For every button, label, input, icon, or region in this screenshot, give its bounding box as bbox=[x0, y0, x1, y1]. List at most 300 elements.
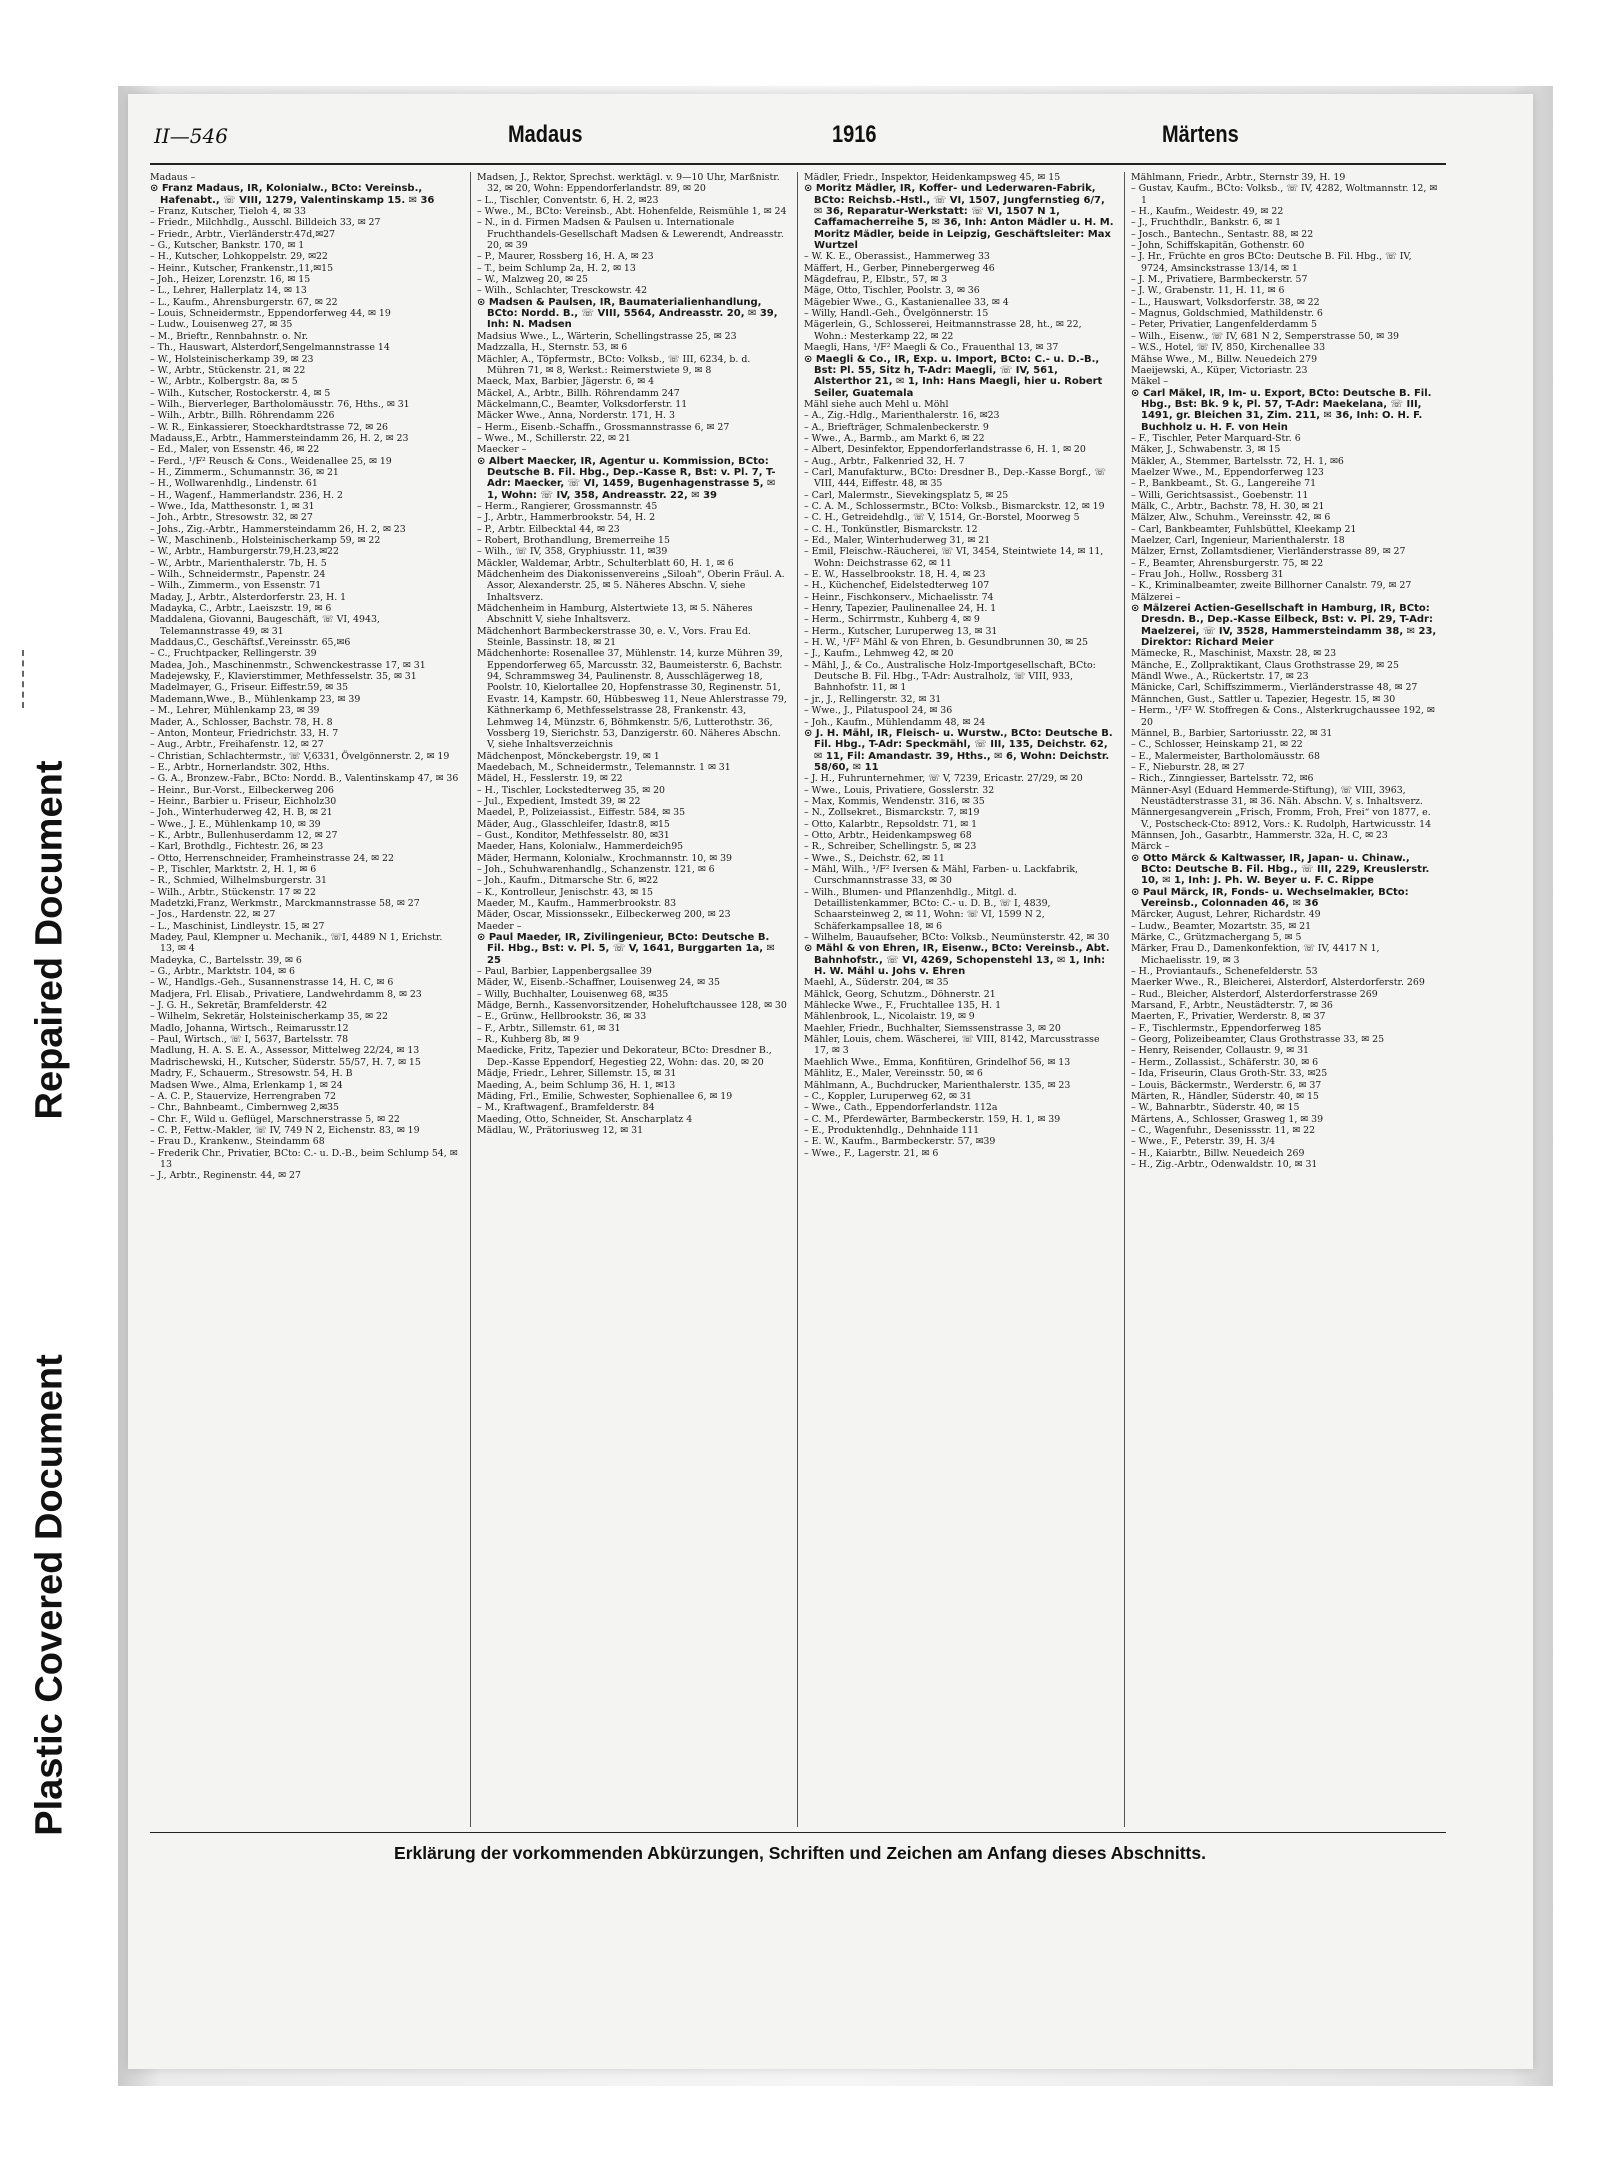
directory-entry: Madeyka, C., Bartelsstr. 39, ✉ 6 bbox=[150, 954, 302, 966]
directory-entry: – H., Tischler, Lockstedterweg 35, ✉ 20 bbox=[477, 784, 666, 796]
directory-column-3 bbox=[804, 172, 1114, 1827]
directory-entry: – T., beim Schlump 2a, H. 2, ✉ 13 bbox=[477, 262, 636, 274]
directory-entry: – Franz, Kutscher, Tieloh 4, ✉ 33 bbox=[150, 206, 306, 218]
directory-entry: – L., Maschinist, Lindleystr. 15, ✉ 27 bbox=[150, 920, 325, 932]
directory-entry: – Ida, Friseurin, Claus Groth-Str. 33, ✉25 bbox=[1131, 1068, 1328, 1080]
directory-entry: – Friedr., Milchhdlg., Ausschl. Billdeich 33, ✉ 27 bbox=[150, 217, 381, 229]
directory-entry: – L., Hauswart, Volksdorferstr. 38, ✉ 22 bbox=[1131, 296, 1320, 308]
directory-entry: Maerker Wwe., R., Bleicherei, Alsterdorf, Alsterdorferstr. 269 bbox=[1131, 977, 1425, 989]
directory-entry: Männsen, Joh., Gasarbtr., Hammerstr. 32a, H. C, ✉ 23 bbox=[1131, 829, 1388, 841]
directory-entry: Männel, B., Barbier, Sartoriusstr. 22, ✉ 31 bbox=[1131, 727, 1333, 739]
directory-entry: Maeder, M., Kaufm., Hammerbrookstr. 83 bbox=[477, 898, 677, 909]
directory-entry: – W., Malzweg 20, ✉ 25 bbox=[477, 274, 588, 286]
directory-entry: Mäker, J., Schwabenstr. 3, ✉ 15 bbox=[1131, 444, 1281, 456]
directory-entry: Mählmann, A., Buchdrucker, Marienthalerstr. 135, ✉ 23 bbox=[804, 1079, 1071, 1091]
directory-entry: Märten, R., Händler, Süderstr. 40, ✉ 15 bbox=[1131, 1090, 1319, 1102]
directory-entry: ⊙ Mähl & von Ehren, IR, Eisenw., BCto: Vereinsb., Abt. Bahnhofstr., ☏ VI, 4269, Schopenstehl 13, ✉ 1, Inh: H. W. Mähl u. Johs v. Ehren bbox=[804, 943, 1110, 978]
directory-entry: ⊙ Maegli & Co., IR, Exp. u. Import, BCto: C.- u. D.-B., Bst: Pl. 55, Sitz h, T-Adr: Maegli, ☏ IV, 561, Alsterthor 21, ✉ 1, Inh: Hans Maegli, hier u. Robert Seiler, Guatemala bbox=[804, 353, 1103, 399]
directory-entry: Madzzalla, H., Sternstr. 53, ✉ 6 bbox=[477, 342, 628, 354]
directory-entry: – L., Kaufm., Ahrensburgerstr. 67, ✉ 22 bbox=[150, 296, 338, 308]
directory-entry: Maerten, F., Privatier, Werderstr. 8, ✉ 37 bbox=[1131, 1011, 1326, 1023]
directory-entry: – Heinr., Bur.-Vorst., Eilbeckerweg 206 bbox=[150, 784, 335, 796]
directory-entry: – Frederik Chr., Privatier, BCto: C.- u. D.-B., beim Schlump 54, ✉ 13 bbox=[150, 1147, 458, 1170]
directory-entry: ⊙ Otto Märck & Kaltwasser, IR, Japan- u. Chinaw., BCto: Deutsche B. Fil. Hbg., ☏ III, 229, Kreuslerstr. 10, ✉ 1, Inh: J. Ph. W. Beyer u. F. C. Rippe bbox=[1131, 852, 1430, 887]
directory-entry: – John, Schiffskapitän, Gothenstr. 60 bbox=[1131, 240, 1305, 252]
directory-entry: – L., Lehrer, Hallerplatz 14, ✉ 13 bbox=[150, 285, 307, 297]
directory-entry: – Otto, Herrenschneider, Framheinstrasse 24, ✉ 22 bbox=[150, 852, 394, 864]
directory-entry: ⊙ Mälzerei Actien-Gesellschaft in Hamburg, IR, BCto: Dresdn. B., Dep.-Kasse Eilbeck, Bst: v. Pl. 29, T-Adr: Maelzerei, ☏ IV, 3528, Hammersteindamm 38, ✉ 23, Direktor: Richard Meier bbox=[1131, 603, 1437, 649]
directory-entry: – Wilh., Eisenw., ☏ IV, 681 N 2, Semperstrasse 50, ✉ 39 bbox=[1131, 330, 1400, 342]
directory-entry: – Henry, Reisender, Collaustr. 9, ✉ 31 bbox=[1131, 1045, 1310, 1057]
directory-entry: – Otto, Kalarbtr., Repsoldstr. 71, ✉ 1 bbox=[804, 818, 978, 830]
directory-entry: Mäding, Frl., Emilie, Schwester, Sophienallee 6, ✉ 19 bbox=[477, 1090, 733, 1102]
directory-entry: Männer-Asyl (Eduard Hemmerde-Stiftung), ☏ VIII, 3963, Neustädterstrasse 31, ✉ 36. Näh. Abschn. V, s. Inhaltsverz. bbox=[1131, 784, 1423, 807]
directory-entry: Mählenbrook, L., Nicolaistr. 19, ✉ 9 bbox=[804, 1011, 975, 1023]
directory-entry: – Wwe., M., Schillerstr. 22, ✉ 21 bbox=[477, 432, 631, 444]
directory-entry: – Jul., Expedient, Imstedt 39, ✉ 22 bbox=[477, 795, 641, 807]
directory-entry: – E., Arbtr., Hornerlandstr. 302, Hths. bbox=[150, 761, 330, 773]
directory-entry: – Louis, Schneidermstr., Eppendorferweg 44, ✉ 19 bbox=[150, 308, 391, 320]
directory-entry: Maedicke, Fritz, Tapezier und Dekorateur, BCto: Dresdner B., Dep.-Kasse Eppendorf, Hegestieg 22, Wohn: das. 20, ✉ 20 bbox=[477, 1045, 772, 1068]
directory-entry: – Mähl, J., & Co., Australische Holz-Importgesellschaft, BCto: Deutsche B. Fil. Hbg., T-Adr: Australholz, ☏ VIII, 933, Bahnhofstr. 11, ✉ 1 bbox=[804, 659, 1096, 694]
directory-columns bbox=[150, 172, 1450, 1827]
directory-entry: – Wwe., A., Barmb., am Markt 6, ✉ 22 bbox=[804, 432, 985, 444]
directory-entry: – Aug., Arbtr., Falkenried 32, H. 7 bbox=[804, 455, 965, 467]
directory-entry: – Wilh., Schneidermstr., Papenstr. 24 bbox=[150, 569, 326, 581]
directory-entry: Mächler, A., Töpfermstr., BCto: Volksb., ☏ III, 6234, b. d. Mühren 71, ✉ 8, Werkst.: Reimerstwiete 9, ✉ 8 bbox=[477, 353, 751, 376]
directory-entry: – Wwe., Cath., Eppendorferlandstr. 112a bbox=[804, 1102, 998, 1114]
header-left-name: Madaus bbox=[508, 121, 583, 149]
directory-entry: Maeck, Max, Barbier, Jägerstr. 6, ✉ 4 bbox=[477, 376, 655, 388]
directory-entry: Mädel, H., Fesslerstr. 19, ✉ 22 bbox=[477, 773, 623, 785]
directory-entry: – C., Fruchtpacker, Rellingerstr. 39 bbox=[150, 648, 317, 660]
directory-entry: – R., Schreiber, Schellingstr. 5, ✉ 23 bbox=[804, 841, 977, 853]
directory-entry: – Georg, Polizeibeamter, Claus Grothstrasse 33, ✉ 25 bbox=[1131, 1034, 1385, 1046]
directory-entry: – L., Tischler, Conventstr. 6, H. 2, ✉23 bbox=[477, 194, 659, 206]
directory-entry: Maday, J., Arbtr., Alsterdorferstr. 23, H. 1 bbox=[150, 591, 347, 603]
header-right-name: Märtens bbox=[1162, 121, 1239, 149]
directory-entry: Maehler, Friedr., Buchhalter, Siemssenstrasse 3, ✉ 20 bbox=[804, 1022, 1061, 1034]
directory-entry: Madey, Paul, Klempner u. Mechanik., ☏I, 4489 N 1, Erichstr. 13, ✉ 4 bbox=[150, 932, 443, 955]
directory-entry: – R., Schmied, Wilhelmsburgerstr. 31 bbox=[150, 875, 327, 887]
directory-entry: – Wilhelm, Bauaufseher, BCto: Volksb., Neumünsterstr. 42, ✉ 30 bbox=[804, 932, 1110, 944]
plastic-covered-document-label: Plastic Covered Document bbox=[28, 1354, 71, 1836]
directory-entry: – Wilh., Kutscher, Rostockerstr. 4, ✉ 5 bbox=[150, 387, 331, 399]
directory-entry: – E. W., Hasselbrookstr. 18, H. 4, ✉ 23 bbox=[804, 569, 986, 581]
directory-entry: – Max, Kommis, Wendenstr. 316, ✉ 35 bbox=[804, 795, 985, 807]
directory-entry: – Heinr., Kutscher, Frankenstr.,11,✉15 bbox=[150, 262, 334, 274]
directory-entry: – Wilh., Arbtr., Billh. Röhrendamm 226 bbox=[150, 410, 335, 422]
directory-entry: – N., Zollsekret., Bismarckstr. 7, ✉19 bbox=[804, 807, 980, 819]
directory-entry: Mäder, Oscar, Missionssekr., Eilbeckerweg 200, ✉ 23 bbox=[477, 909, 731, 921]
directory-entry: – F., Nieburstr. 28, ✉ 27 bbox=[1131, 761, 1245, 773]
directory-entry: – F., Beamter, Ahrensburgerstr. 75, ✉ 22 bbox=[1131, 557, 1324, 569]
directory-entry: Maeder – bbox=[477, 920, 522, 932]
directory-entry: – Wilh., Blumen- und Pflanzenhdlg., Mitgl. d. Detaillistenkammer, BCto: C.- u. D. B., ☏ I, 4839, Schaarsteinweg 2, ✉ 11, Wohn: ☏ VI, 1599 N 2, Schäferkampsallee 18, ✉ 6 bbox=[804, 886, 1051, 932]
directory-entry: – Karl, Brothdlg., Fichtestr. 26, ✉ 23 bbox=[150, 841, 324, 853]
directory-entry: Mägebier Wwe., G., Kastanienallee 33, ✉ 4 bbox=[804, 296, 1009, 308]
directory-entry: ⊙ Carl Mäkel, IR, Im- u. Export, BCto: Deutsche B. Fil. Hbg., Bst: Bk. 9 k, Pl. 57, T-Adr: Maekelana, ☏ III, 1491, gr. Bleichen 31, Zim. 211, ✉ 36, Inh: O. H. F. Buchholz u. H. F. von Hein bbox=[1131, 387, 1432, 433]
directory-entry: Madlung, H. A. S. E. A., Assessor, Mittelweg 22/24, ✉ 13 bbox=[150, 1045, 420, 1057]
directory-entry: Mäcker Wwe., Anna, Norderstr. 171, H. 3 bbox=[477, 410, 675, 422]
header-year: 1916 bbox=[832, 121, 877, 149]
directory-entry: Madsen Wwe., Alma, Erlenkamp 1, ✉ 24 bbox=[150, 1079, 343, 1091]
directory-entry: – M., Kraftwagenf., Bramfelderstr. 84 bbox=[477, 1102, 655, 1114]
directory-entry: – F., Tischler, Peter Marquard-Str. 6 bbox=[1131, 432, 1301, 444]
directory-entry: Mälzerei – bbox=[1131, 591, 1181, 603]
directory-entry: – Emil, Fleischw.-Räucherei, ☏ VI, 3454, Steintwiete 14, ✉ 11, Wohn: Deichstrasse 62, ✉ 11 bbox=[804, 546, 1104, 569]
directory-entry: – C., Koppler, Luruperweg 62, ✉ 31 bbox=[804, 1090, 972, 1102]
directory-entry: – Herm., Kutscher, Luruperweg 13, ✉ 31 bbox=[804, 625, 998, 637]
directory-entry: – Albert, Desinfektor, Eppendorferlandstrasse 6, H. 1, ✉ 20 bbox=[804, 444, 1086, 456]
directory-entry: – N., in d. Firmen Madsen & Paulsen u. Internationale Fruchthandels-Gesellschaft Madsen & Lewerendt, Andreasstr. 20, ✉ 39 bbox=[477, 217, 784, 252]
directory-entry: – Wilh., Arbtr., Stückenstr. 17 ✉ 22 bbox=[150, 886, 316, 898]
directory-entry: – H., Zimmerm., Schumannstr. 36, ✉ 21 bbox=[150, 466, 339, 478]
directory-entry: – C., Schlosser, Heinskamp 21, ✉ 22 bbox=[1131, 739, 1303, 751]
directory-entry: – W., Arbtr., Kolbergstr. 8a, ✉ 5 bbox=[150, 376, 298, 388]
directory-entry: – P., Tischler, Marktstr. 2, H. 1, ✉ 6 bbox=[150, 863, 317, 875]
directory-entry: – Joh., Winterhuderweg 42, H. B, ✉ 21 bbox=[150, 807, 333, 819]
directory-entry: Mänche, E., Zollpraktikant, Claus Grothstrasse 29, ✉ 25 bbox=[1131, 659, 1399, 671]
directory-entry: – Wilh., Schlachter, Tresckowstr. 42 bbox=[477, 285, 648, 297]
side-dash-mark bbox=[22, 650, 28, 708]
header-rule bbox=[150, 163, 1446, 165]
directory-entry: – Wilhelm, Sekretär, Holsteinischerkamp 35, ✉ 22 bbox=[150, 1011, 388, 1023]
directory-entry: Mädje, Friedr., Lehrer, Sillemstr. 15, ✉ 31 bbox=[477, 1068, 677, 1080]
directory-entry: – H., Kaufm., Weidestr. 49, ✉ 22 bbox=[1131, 206, 1284, 218]
directory-entry: Maeder, Hans, Kolonialw., Hammerdeich95 bbox=[477, 841, 684, 853]
directory-entry: – Heinr., Fischkonserv., Michaelisstr. 74 bbox=[804, 591, 994, 603]
directory-entry: – Wilh., ☏ IV, 358, Gryphiusstr. 11, ✉39 bbox=[477, 546, 668, 558]
directory-entry: Mählitz, E., Maler, Vereinsstr. 50, ✉ 6 bbox=[804, 1068, 983, 1080]
directory-entry: – Paul, Wirtsch., ☏ I, 5637, Bartelsstr. 78 bbox=[150, 1034, 349, 1046]
directory-entry: Madaus – bbox=[150, 172, 196, 183]
directory-entry: ⊙ Madsen & Paulsen, IR, Baumaterialienhandlung, BCto: Nordd. B., ☏ VIII, 5564, Andreasstr. 20, ✉ 39, Inh: N. Madsen bbox=[477, 296, 778, 331]
repaired-document-label: Repaired Document bbox=[28, 760, 71, 1120]
directory-entry: – M., Lehrer, Mühlenkamp 23, ✉ 39 bbox=[150, 705, 320, 717]
directory-entry: Mämecke, R., Maschinist, Maxstr. 28, ✉ 23 bbox=[1131, 648, 1337, 660]
directory-entry: – Herm., ¹/F² W. Stoffregen & Cons., Alsterkrugchaussee 192, ✉ 20 bbox=[1131, 705, 1435, 728]
directory-entry: Madea, Joh., Maschinenmstr., Schwenckestrasse 17, ✉ 31 bbox=[150, 659, 426, 671]
page-number: II—546 bbox=[154, 124, 228, 148]
directory-entry: – E., Produktenhdlg., Dehnhaide 111 bbox=[804, 1124, 980, 1136]
directory-entry: – F., Tischlermstr., Eppendorferweg 185 bbox=[1131, 1022, 1322, 1034]
directory-entry: – Carl, Manufakturw., BCto: Dresdner B., Dep.-Kasse Borgf., ☏ VIII, 444, Eiffestr. 48, ✉ 35 bbox=[804, 466, 1106, 490]
directory-entry: – Jos., Hardenstr. 22, ✉ 27 bbox=[150, 909, 276, 921]
directory-column-2 bbox=[477, 172, 787, 1827]
directory-entry: Madsen, J., Rektor, Sprechst. werktägl. v. 9—10 Uhr, Marßnistr. 32, ✉ 20, Wohn: Eppendorferlandstr. 89, ✉ 20 bbox=[477, 172, 780, 195]
directory-entry: Mälzer, Ernst, Zollamtsdiener, Vierländerstrasse 89, ✉ 27 bbox=[1131, 546, 1406, 558]
directory-entry: Maeding, Otto, Schneider, St. Anscharplatz 4 bbox=[477, 1113, 693, 1125]
directory-entry: – Wilh., Zimmerm., von Essenstr. 71 bbox=[150, 580, 322, 592]
directory-entry: Männchen, Gust., Sattler u. Tapezier, Hegestr. 15, ✉ 30 bbox=[1131, 693, 1396, 705]
directory-entry: Madjera, Frl. Elisab., Privatiere, Landwehrdamm 8, ✉ 23 bbox=[150, 988, 422, 1000]
directory-entry: Mademann,Wwe., B., Mühlenkamp 23, ✉ 39 bbox=[150, 693, 361, 705]
directory-entry: – M., Brieftr., Rennbahnstr. o. Nr. bbox=[150, 330, 309, 342]
directory-entry: Mäffert, H., Gerber, Pinnebergerweg 46 bbox=[804, 262, 995, 274]
directory-entry: Maecker – bbox=[477, 444, 527, 456]
directory-entry: Mändl Wwe., A., Rückertstr. 17, ✉ 23 bbox=[1131, 671, 1309, 683]
directory-entry: – Wwe., J. E., Mühlenkamp 10, ✉ 39 bbox=[150, 818, 321, 830]
directory-entry: Mädchenpost, Mönckebergstr. 19, ✉ 1 bbox=[477, 750, 660, 762]
directory-entry: – C. A. M., Schlossermstr., BCto: Volksb., Bismarckstr. 12, ✉ 19 bbox=[804, 500, 1105, 512]
directory-entry: Mälk, C., Arbtr., Bachstr. 78, H. 30, ✉ 21 bbox=[1131, 500, 1325, 512]
directory-entry: – Joh., Kaufm., Mühlendamm 48, ✉ 24 bbox=[804, 716, 986, 728]
directory-entry: – J. M., Privatiere, Barmbeckerstr. 57 bbox=[1131, 274, 1308, 286]
directory-entry: – Ed., Maler, Winterhuderweg 31, ✉ 21 bbox=[804, 535, 991, 546]
directory-entry: Madry, F., Schauerm., Stresowstr. 54, H. B bbox=[150, 1068, 353, 1080]
directory-entry: Mäkel – bbox=[1131, 376, 1169, 388]
directory-entry: Mäge, Otto, Tischler, Poolstr. 3, ✉ 36 bbox=[804, 285, 980, 297]
directory-entry: – K., Kriminalbeamter, zweite Billhorner Canalstr. 79, ✉ 27 bbox=[1131, 580, 1412, 592]
directory-entry: – J., Arbtr., Reginenstr. 44, ✉ 27 bbox=[150, 1170, 301, 1182]
directory-entry: Madejewsky, F., Klavierstimmer, Methfesselstr. 35, ✉ 31 bbox=[150, 671, 417, 683]
directory-entry: ⊙ J. H. Mähl, IR, Fleisch- u. Wurstw., BCto: Deutsche B. Fil. Hbg., T-Adr: Speckmähl, ☏ III, 135, Deichstr. 62, ✉ 11, Fil: Amandastr. 39, Hths., ✉ 6, Wohn: Deichstr. 58/60, ✉ 11 bbox=[804, 727, 1113, 773]
directory-entry: – A., Zig.-Hdlg., Marienthalerstr. 16, ✉23 bbox=[804, 410, 1000, 422]
footer-note: Erklärung der vorkommenden Abkürzungen, Schriften und Zeichen am Anfang dieses Abschnitts. bbox=[394, 1843, 1206, 1863]
directory-entry: – Wwe., Louis, Privatiere, Gosslerstr. 32 bbox=[804, 784, 995, 796]
directory-entry: Mägerlein, G., Schlosserei, Heitmannstrasse 28, ht., ✉ 22, Wohn.: Mesterkamp 22, ✉ 22 bbox=[804, 319, 1082, 342]
footer-rule bbox=[150, 1832, 1446, 1833]
directory-entry: – G. A., Bronzew.-Fabr., BCto: Nordd. B., Valentinskamp 47, ✉ 36 bbox=[150, 773, 459, 785]
directory-entry: – W., Maschinenb., Holsteinischerkamp 59, ✉ 22 bbox=[150, 535, 381, 546]
directory-entry: Mähler, Louis, chem. Wäscherei, ☏ VIII, 8142, Marcusstrasse 17, ✉ 3 bbox=[804, 1034, 1100, 1057]
directory-entry: Mählck, Georg, Schutzm., Döhnerstr. 21 bbox=[804, 988, 996, 1000]
directory-entry: – P., Maurer, Rossberg 16, H. A, ✉ 23 bbox=[477, 251, 654, 263]
directory-entry: Mänicke, Carl, Schiffszimmerm., Vierländerstrasse 48, ✉ 27 bbox=[1131, 682, 1418, 694]
directory-entry: Maelzer, Carl, Ingenieur, Marienthalerstr. 18 bbox=[1131, 535, 1345, 546]
directory-entry: – Chr., Bahnbeamt., Cimbernweg 2,✉35 bbox=[150, 1102, 339, 1114]
directory-entry: Maeijewski, A., Küper, Victoriastr. 23 bbox=[1131, 364, 1308, 376]
directory-entry: – J., Fruchthdlr., Bankstr. 6, ✉ 1 bbox=[1131, 217, 1282, 229]
directory-entry: – W. K. E., Oberassist., Hammerweg 33 bbox=[804, 251, 990, 263]
directory-entry: Mälzer, Alw., Schuhm., Vereinsstr. 42, ✉ 6 bbox=[1131, 512, 1331, 524]
directory-entry: Mädchenheim in Hamburg, Alstertwiete 13, ✉ 5. Näheres Abschnitt V, siehe Inhaltsverz. bbox=[477, 603, 753, 626]
directory-entry: – Gust., Konditor, Methfesselstr. 80, ✉31 bbox=[477, 829, 670, 841]
directory-entry: – Heinr., Barbier u. Friseur, Eichholz30 bbox=[150, 795, 337, 807]
directory-entry: Maedel, P., Polizeiassist., Eiffestr. 584, ✉ 35 bbox=[477, 807, 686, 819]
column-rule bbox=[470, 172, 471, 1827]
directory-column-4 bbox=[1131, 172, 1441, 1827]
directory-entry: Mädchenheim des Diakonissenvereins „Siloah“, Oberin Fräul. A. Assor, Alexanderstr. 25, ✉ 5. Näheres Abschn. V, siehe Inhaltsverz. bbox=[477, 569, 785, 603]
directory-entry: Männergesangverein „Frisch, Fromm, Froh, Frei“ von 1877, e. V., Postscheck-Cto: 8912, Vors.: K. Rudolph, Hartwicusstr. 14 bbox=[1131, 807, 1432, 830]
directory-entry: Mäckelmann,C., Beamter, Volksdorferstr. 11 bbox=[477, 398, 688, 410]
directory-entry: – Joh., Schuhwarenhandlg., Schanzenstr. 121, ✉ 6 bbox=[477, 863, 715, 875]
directory-entry: – E., Malermeister, Bartholomäusstr. 68 bbox=[1131, 750, 1320, 762]
directory-entry: – Herm., Zollassist., Schäferstr. 30, ✉ 6 bbox=[1131, 1056, 1319, 1068]
directory-entry: – Herm., Eisenb.-Schaffn., Grossmannstrasse 6, ✉ 27 bbox=[477, 421, 730, 433]
directory-entry: Mädge, Bernh., Kassenvorsitzender, Hoheluftchaussee 128, ✉ 30 bbox=[477, 1000, 787, 1012]
directory-entry: – Frau Joh., Hollw., Rossberg 31 bbox=[1131, 569, 1284, 581]
directory-entry: ⊙ Moritz Mädler, IR, Koffer- und Lederwaren-Fabrik, BCto: Reichsb.-Hstl., ☏ VI, 1507, Jungfernstieg 6/7, ✉ 36, Reparatur-Werkstatt: ☏ VI, 1507 N 1, Caffamacherreihe 5, ✉ 36, Inh: Anton Mädler u. H. M. Moritz Mädler, beide in Leipzig, Geschäftsleiter: Max Wurtzel bbox=[804, 183, 1114, 252]
directory-entry: – J. G. H., Sekretär, Bramfelderstr. 42 bbox=[150, 1000, 328, 1012]
directory-entry: – Ferd., ¹/F² Reusch & Cons., Weidenallee 25, ✉ 19 bbox=[150, 455, 392, 467]
directory-entry: – W., Bahnarbtr., Süderstr. 40, ✉ 15 bbox=[1131, 1102, 1300, 1114]
directory-entry: – W., Arbtr., Hamburgerstr.79,H.23,✉22 bbox=[150, 546, 339, 558]
directory-entry: – C. M., Pferdewärter, Barmbeckerstr. 159, H. 1, ✉ 39 bbox=[804, 1113, 1061, 1125]
side-labels bbox=[0, 0, 100, 2177]
directory-entry: – Herm., Rangierer, Grossmannstr. 45 bbox=[477, 500, 658, 512]
directory-entry: – Ludw., Beamter, Mozartstr. 35, ✉ 21 bbox=[1131, 920, 1312, 932]
directory-entry: Maelzer Wwe., M., Eppendorferweg 123 bbox=[1131, 466, 1324, 478]
directory-entry: – Wwe., M., BCto: Vereinsb., Abt. Hohenfelde, Reismühle 1, ✉ 24 bbox=[477, 206, 787, 218]
directory-entry: – W.S., Hotel, ☏ IV, 850, Kirchenallee 33 bbox=[1131, 342, 1326, 354]
directory-entry: – Robert, Brothandlung, Bremerreihe 15 bbox=[477, 535, 670, 546]
directory-entry: – W., Handlgs.-Geh., Susannenstrasse 14, H. C, ✉ 6 bbox=[150, 977, 394, 989]
directory-entry: Madlo, Johanna, Wirtsch., Reimarusstr.12 bbox=[150, 1022, 349, 1034]
directory-entry: – Rud., Bleicher, Alsterdorf, Alsterdorferstrasse 269 bbox=[1131, 988, 1378, 1000]
directory-entry: – P., Arbtr. Eilbecktal 44, ✉ 23 bbox=[477, 523, 620, 535]
directory-entry: – Mähl, Wilh., ¹/F² Iversen & Mähl, Farben- u. Lackfabrik, Curschmannstrasse 33, ✉ 30 bbox=[804, 863, 1078, 887]
directory-entry: – R., Kuhberg 8b, ✉ 9 bbox=[477, 1034, 580, 1046]
directory-entry: – Chr. F., Wild u. Geflügel, Marschnerstrasse 5, ✉ 22 bbox=[150, 1113, 400, 1125]
directory-entry: Madauss,E., Arbtr., Hammersteindamm 26, H. 2, ✉ 23 bbox=[150, 432, 409, 444]
directory-entry: – Joh., Heizer, Lorenzstr. 16, ✉ 15 bbox=[150, 274, 311, 286]
directory-entry: Märker, Frau D., Damenkonfektion, ☏ IV, 4417 N 1, Michaelisstr. 19, ✉ 3 bbox=[1131, 943, 1380, 966]
page-header bbox=[150, 118, 1450, 158]
directory-entry: – Carl, Bankbeamter, Fuhlsbüttel, Kleekamp 21 bbox=[1131, 523, 1357, 535]
directory-entry: Mählecke Wwe., F., Fruchtallee 135, H. 1 bbox=[804, 1000, 1002, 1012]
directory-column-1 bbox=[150, 172, 460, 1827]
directory-entry: – Aug., Arbtr., Freihafenstr. 12, ✉ 27 bbox=[150, 739, 324, 751]
directory-entry: – Ludw., Louisenweg 27, ✉ 35 bbox=[150, 319, 293, 331]
directory-entry: Mäckler, Waldemar, Arbtr., Schulterblatt 60, H. 1, ✉ 6 bbox=[477, 557, 734, 569]
directory-entry: – Joh., Kaufm., Ditmarsche Str. 6, ✉22 bbox=[477, 875, 659, 887]
directory-entry: – H., Kaiarbtr., Billw. Neuedeich 269 bbox=[1131, 1147, 1305, 1159]
directory-entry: Mäder, Hermann, Kolonialw., Krochmannstr. 10, ✉ 39 bbox=[477, 852, 732, 864]
directory-entry: – E. W., Kaufm., Barmbeckerstr. 57, ✉39 bbox=[804, 1136, 996, 1148]
directory-entry: ⊙ Albert Maecker, IR, Agentur u. Kommission, BCto: Deutsche B. Fil. Hbg., Dep.-Kasse R, Bst: v. Pl. 7, T-Adr: Maecker, ☏ VI, 1459, Bugenhagenstrasse 5, ✉ 1, Wohn: ☏ IV, 358, Andreasstr. 22, ✉ 39 bbox=[477, 455, 776, 501]
directory-entry: Maeding, A., beim Schlump 36, H. 1, ✉13 bbox=[477, 1079, 676, 1091]
directory-entry: – G., Arbtr., Marktstr. 104, ✉ 6 bbox=[150, 966, 295, 978]
directory-entry: Märtens, A., Schlosser, Grasweg 1, ✉ 39 bbox=[1131, 1113, 1324, 1125]
directory-entry: – W. R., Einkassierer, Stoeckhardtstrasse 72, ✉ 26 bbox=[150, 421, 389, 433]
directory-entry: – Paul, Barbier, Lappenbergsallee 39 bbox=[477, 966, 652, 978]
directory-entry: – H., Wagenf., Hammerlandstr. 236, H. 2 bbox=[150, 489, 343, 501]
column-rule bbox=[797, 172, 798, 1827]
directory-entry: Mähl siehe auch Mehl u. Möhl bbox=[804, 398, 949, 410]
directory-entry: Märcker, August, Lehrer, Richardstr. 49 bbox=[1131, 909, 1321, 921]
directory-entry: Mähse Wwe., M., Billw. Neuedeich 279 bbox=[1131, 353, 1318, 365]
directory-entry: Madsius Wwe., L., Wärterin, Schellingstrasse 25, ✉ 23 bbox=[477, 330, 737, 342]
directory-entry: – C., Wagenfuhr., Desenissstr. 11, ✉ 22 bbox=[1131, 1124, 1316, 1136]
directory-entry: – J. H., Fuhrunternehmer, ☏ V, 7239, Ericastr. 27/29, ✉ 20 bbox=[804, 773, 1083, 785]
directory-entry: – Anton, Monteur, Friedrichstr. 33, H. 7 bbox=[150, 727, 339, 739]
directory-entry: – C. H., Tonkünstler, Bismarckstr. 12 bbox=[804, 523, 978, 535]
directory-entry: – H., Kutscher, Lohkoppelstr. 29, ✉22 bbox=[150, 251, 328, 263]
directory-entry: Maddalena, Giovanni, Baugeschäft, ☏ VI, 4943, Telemannstrasse 49, ✉ 31 bbox=[150, 614, 380, 637]
directory-entry: – Willi, Gerichtsassist., Goebenstr. 11 bbox=[1131, 489, 1309, 501]
directory-entry: – J. W., Grabenstr. 11, H. 11, ✉ 6 bbox=[1131, 285, 1285, 297]
directory-entry: Marsand, F., Arbtr., Neustädterstr. 7, ✉ 36 bbox=[1131, 1000, 1333, 1012]
directory-entry: – C. P., Fettw.-Makler, ☏ IV, 749 N 2, Eichenstr. 83, ✉ 19 bbox=[150, 1124, 420, 1136]
directory-entry: – H., Küchenchef, Eidelstedterweg 107 bbox=[804, 580, 990, 592]
directory-entry: – F., Arbtr., Sillemstr. 61, ✉ 31 bbox=[477, 1022, 621, 1034]
column-rule bbox=[1124, 172, 1125, 1827]
directory-entry: – P., Bankbeamt., St. G., Langereihe 71 bbox=[1131, 478, 1317, 490]
directory-entry: – Gustav, Kaufm., BCto: Volksb., ☏ IV, 4282, Woltmannstr. 12, ✉ 1 bbox=[1131, 183, 1438, 206]
directory-entry: Maehlich Wwe., Emma, Konfitüren, Grindelhof 56, ✉ 13 bbox=[804, 1056, 1071, 1068]
directory-entry: Märke, C., Grützmachergang 5, ✉ 5 bbox=[1131, 932, 1302, 944]
directory-entry: – Johs., Zig.-Arbtr., Hammersteindamm 26, H. 2, ✉ 23 bbox=[150, 523, 406, 535]
directory-entry: Mäckel, A., Arbtr., Billh. Röhrendamm 247 bbox=[477, 387, 680, 399]
directory-entry: ⊙ Paul Maeder, IR, Zivilingenieur, BCto: Deutsche B. Fil. Hbg., Bst: v. Pl. 5, ☏ V, 1641, Burggarten 1a, ✉ 25 bbox=[477, 932, 775, 966]
directory-entry: – Friedr., Arbtr., Vierländerstr.47d,✉27 bbox=[150, 228, 335, 240]
directory-entry: Madayka, C., Arbtr., Laeiszstr. 19, ✉ 6 bbox=[150, 603, 332, 615]
directory-entry: – Joh., Arbtr., Stresowstr. 32, ✉ 27 bbox=[150, 512, 313, 524]
directory-entry: – Henry, Tapezier, Paulinenallee 24, H. 1 bbox=[804, 603, 997, 615]
directory-entry: Maddaus,C., Geschäftsf.,Vereinsstr. 65,✉6 bbox=[150, 637, 351, 649]
directory-entry: – H., Zig.-Arbtr., Odenwaldstr. 10, ✉ 31 bbox=[1131, 1158, 1318, 1170]
directory-entry: – E., Grünw., Hellbrookstr. 36, ✉ 33 bbox=[477, 1011, 647, 1023]
directory-entry: Mägdefrau, P., Elbstr., 57, ✉ 3 bbox=[804, 274, 948, 286]
directory-entry: – Christian, Schlachtermstr., ☏ V,6331, Övelgönnerstr. 2, ✉ 19 bbox=[150, 750, 450, 762]
directory-entry: Mäder, Aug., Glasschleifer, Idastr.8, ✉15 bbox=[477, 818, 670, 830]
directory-entry: – Wwe., S., Deichstr. 62, ✉ 11 bbox=[804, 852, 945, 864]
directory-entry: Mädlau, W., Prätoriusweg 12, ✉ 31 bbox=[477, 1124, 644, 1136]
directory-entry: – Rich., Zinngiesser, Bartelsstr. 72, ✉6 bbox=[1131, 773, 1314, 785]
directory-entry: Mader, A., Schlosser, Bachstr. 78, H. 8 bbox=[150, 716, 333, 728]
directory-entry: Mählmann, Friedr., Arbtr., Sternstr 39, H. 19 bbox=[1131, 172, 1346, 183]
directory-entry: Märck – bbox=[1131, 841, 1170, 853]
directory-entry: – Willy, Buchhalter, Louisenweg 68, ✉35 bbox=[477, 988, 669, 1000]
directory-entry: Maehl, A., Süderstr. 204, ✉ 35 bbox=[804, 977, 949, 989]
directory-entry: – W., Arbtr., Stückenstr. 21, ✉ 22 bbox=[150, 364, 306, 376]
directory-entry: – Louis, Bäckermstr., Werderstr. 6, ✉ 37 bbox=[1131, 1079, 1322, 1091]
directory-entry: – G., Kutscher, Bankstr. 170, ✉ 1 bbox=[150, 240, 305, 252]
directory-entry: – H., Wollwarenhdlg., Lindenstr. 61 bbox=[150, 478, 318, 490]
directory-entry: – Wwe., Ida, Matthesonstr. 1, ✉ 31 bbox=[150, 500, 315, 512]
directory-entry: Maedebach, M., Schneidermstr., Telemannstr. 1 ✉ 31 bbox=[477, 761, 731, 773]
directory-entry: – J. Hr., Früchte en gros BCto: Deutsche B. Fil. Hbg., ☏ IV, 9724, Amsinckstrasse 13/14, ✉ 1 bbox=[1131, 251, 1412, 274]
directory-entry: – H. W., ¹/F² Mähl & von Ehren, b. Gesundbrunnen 30, ✉ 25 bbox=[804, 637, 1088, 649]
directory-entry: – Th., Hauswart, Alsterdorf,Sengelmannstrasse 14 bbox=[150, 342, 390, 354]
directory-entry: – jr., J., Rellingerstr. 32, ✉ 31 bbox=[804, 693, 942, 705]
directory-entry: ⊙ Franz Madaus, IR, Kolonialw., BCto: Vereinsb., Hafenabt., ☏ VIII, 1279, Valentinskamp 15. ✉ 36 bbox=[150, 183, 435, 206]
directory-entry: – Otto, Arbtr., Heidenkampsweg 68 bbox=[804, 829, 972, 841]
directory-entry: – Carl, Malermstr., Sievekingsplatz 5, ✉ 25 bbox=[804, 489, 1009, 501]
directory-entry: Mäder, W., Eisenb.-Schaffner, Louisenweg 24, ✉ 35 bbox=[477, 977, 720, 989]
directory-entry: – H., Proviantaufs., Schenefelderstr. 53 bbox=[1131, 966, 1318, 978]
directory-entry: Mäkler, A., Stemmer, Bartelsstr. 72, H. 1, ✉6 bbox=[1131, 455, 1344, 467]
directory-entry: – Wwe., F., Peterstr. 39, H. 3/4 bbox=[1131, 1136, 1276, 1148]
directory-entry: – Wwe., J., Pilatuspool 24, ✉ 36 bbox=[804, 705, 953, 717]
directory-entry: – Wilh., Bierverleger, Bartholomäusstr. 76, Hths., ✉ 31 bbox=[150, 398, 410, 410]
directory-entry: Madelmayer, G., Friseur. Eiffestr.59, ✉ 35 bbox=[150, 682, 349, 694]
directory-entry: – Ed., Maler, von Essenstr. 46, ✉ 22 bbox=[150, 444, 320, 456]
directory-entry: – W., Arbtr., Marienthalerstr. 7b, H. 5 bbox=[150, 557, 327, 569]
directory-entry: Madrischewski, H., Kutscher, Süderstr. 55/57, H. 7, ✉ 15 bbox=[150, 1056, 421, 1068]
directory-entry: Mädchenhorte: Rosenallee 37, Mühlenstr. 14, kurze Mühren 39, Eppendorferweg 65, Marcusstr. 32, Baumeisterstr. 6, Bachstr. 94, Schrammsweg 34, Paulinenstr. 8, Ausschlägerweg 18, Poolstr. 10, Kielortallee 20, Hopfenstrasse 30, Reginenstr. 51, Evastr. 14, Kampstr. 60, Hübbesweg 11, Neue Ahlerstrasse 79, Käthnerkamp 6, Methfesselstrasse 28, Frankenstr. 43, Lehmweg 14, Münzstr. 6, Böhmkenstr. 5/6, Lutterothstr. 36, Vossberg 19, Sierichstr. 53, Danzigerstr. 60. Näheres Abschn. V, siehe Inhaltsverzeichnis bbox=[477, 648, 787, 751]
directory-entry: – C. H., Getreidehdlg., ☏ V, 1514, Gr.-Borstel, Moorweg 5 bbox=[804, 512, 1080, 524]
directory-entry: – K., Kontrolleur, Jenischstr. 43, ✉ 15 bbox=[477, 886, 654, 898]
directory-entry: – Frau D., Krankenw., Steindamm 68 bbox=[150, 1136, 325, 1148]
directory-entry: – A., Briefträger, Schmalenbeckerstr. 9 bbox=[804, 421, 989, 433]
directory-entry: – Willy, Handl.-Geh., Övelgönnerstr. 15 bbox=[804, 308, 989, 320]
directory-entry: – Magnus, Goldschmied, Mathildenstr. 6 bbox=[1131, 308, 1323, 320]
directory-entry: – Herm., Schirrmstr., Kuhberg 4, ✉ 9 bbox=[804, 614, 980, 626]
directory-entry: – K., Arbtr., Bullenhuserdamm 12, ✉ 27 bbox=[150, 829, 338, 841]
directory-entry: Mädchenhort Barmbeckerstrasse 30, e. V., Vors. Frau Ed. Steinle, Bassinstr. 18, ✉ 21 bbox=[477, 625, 751, 649]
directory-entry: – A. C. P., Stauervize, Herrengraben 72 bbox=[150, 1090, 336, 1102]
directory-entry: Madetzki,Franz, Werkmstr., Marckmannstrasse 58, ✉ 27 bbox=[150, 898, 420, 909]
directory-entry: Mädler, Friedr., Inspektor, Heidenkampsweg 45, ✉ 15 bbox=[804, 172, 1061, 183]
directory-entry: – Peter, Privatier, Langenfelderdamm 5 bbox=[1131, 319, 1318, 331]
directory-entry: Maegli, Hans, ¹/F² Maegli & Co., Frauenthal 13, ✉ 37 bbox=[804, 342, 1059, 354]
directory-entry: ⊙ Paul Märck, IR, Fonds- u. Wechselmakler, BCto: Vereinsb., Colonnaden 46, ✉ 36 bbox=[1131, 886, 1409, 909]
directory-entry: – Josch., Bantechn., Sentastr. 88, ✉ 22 bbox=[1131, 228, 1314, 240]
directory-entry: – Wwe., F., Lagerstr. 21, ✉ 6 bbox=[804, 1147, 939, 1159]
